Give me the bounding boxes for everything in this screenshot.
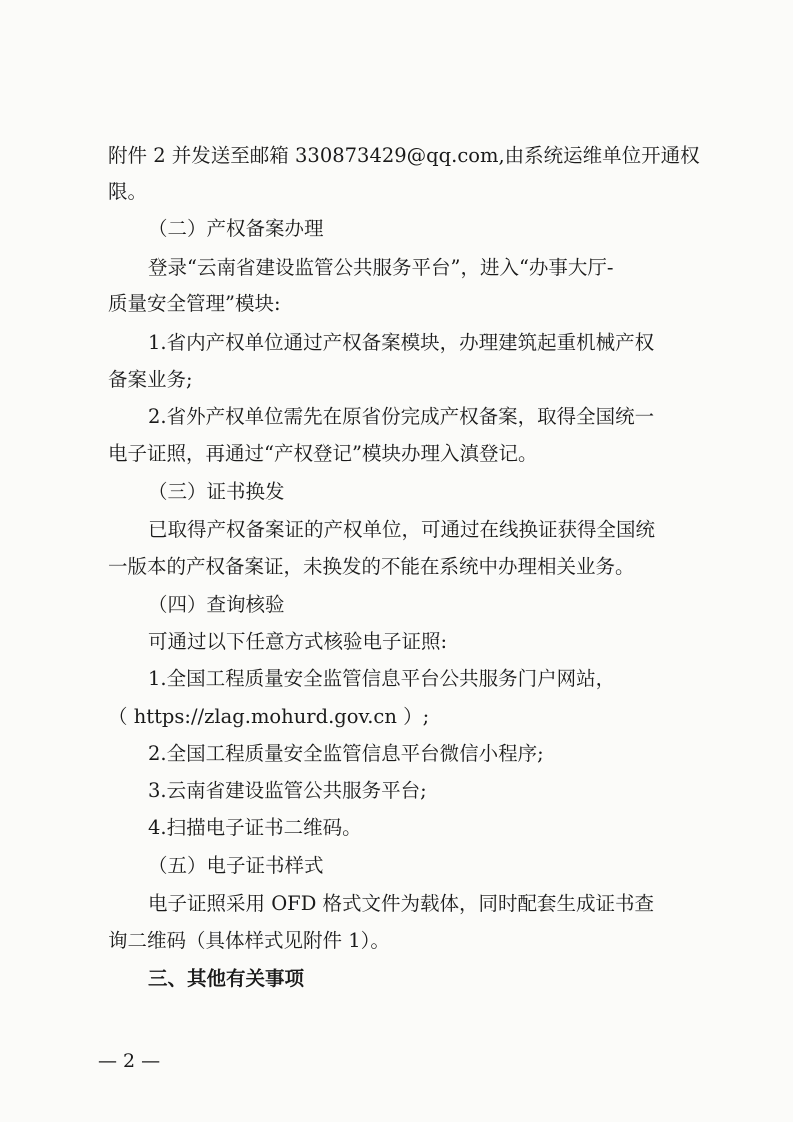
section-heading-5: （五）电子证书样式 <box>148 854 324 877</box>
body-line-14: 可通过以下任意方式核验电子证照: <box>148 630 448 653</box>
section-heading-4: （四）查询核验 <box>148 593 285 616</box>
section-heading-3: （三）证书换发 <box>148 480 285 503</box>
verify-item-2: 2.全国工程质量安全监管信息平台微信小程序; <box>148 742 544 765</box>
body-line-12: 一版本的产权备案证，未换发的不能在系统中办理相关业务。 <box>108 555 635 578</box>
body-line-5: 质量安全管理”模块: <box>108 292 281 315</box>
page-number: — 2 — <box>98 1050 161 1072</box>
list-item-1-line-2: 备案业务; <box>108 368 193 391</box>
body-line-2: 限。 <box>108 180 148 203</box>
body-line-4: 登录“云南省建设监管公共服务平台”，进入“办事大厅- <box>148 256 614 279</box>
body-line-1: 附件 2 并发送至邮箱 330873429@qq.com,由系统运维单位开通权 <box>108 144 700 167</box>
verify-item-1-url: （ https://zlag.mohurd.gov.cn ）; <box>108 705 430 728</box>
verify-item-1-line-1: 1.全国工程质量安全监管信息平台公共服务门户网站， <box>148 667 616 690</box>
body-line-22: 询二维码（具体样式见附件 1）。 <box>108 929 390 952</box>
body-line-21: 电子证照采用 OFD 格式文件为载体，同时配套生成证书查 <box>148 892 655 915</box>
body-line-11: 已取得产权备案证的产权单位，可通过在线换证获得全国统 <box>148 518 656 541</box>
list-item-1-line-1: 1.省内产权单位通过产权备案模块，办理建筑起重机械产权 <box>148 331 655 354</box>
list-item-2-line-2: 电子证照，再通过“产权登记”模块办理入滇登记。 <box>108 442 538 465</box>
section-heading-2: （二）产权备案办理 <box>148 217 324 240</box>
list-item-2-line-1: 2.省外产权单位需先在原省份完成产权备案，取得全国统一 <box>148 405 655 428</box>
verify-item-4: 4.扫描电子证书二维码。 <box>148 816 362 839</box>
chapter-heading-3: 三、其他有关事项 <box>148 967 305 990</box>
verify-item-3: 3.云南省建设监管公共服务平台; <box>148 779 427 802</box>
